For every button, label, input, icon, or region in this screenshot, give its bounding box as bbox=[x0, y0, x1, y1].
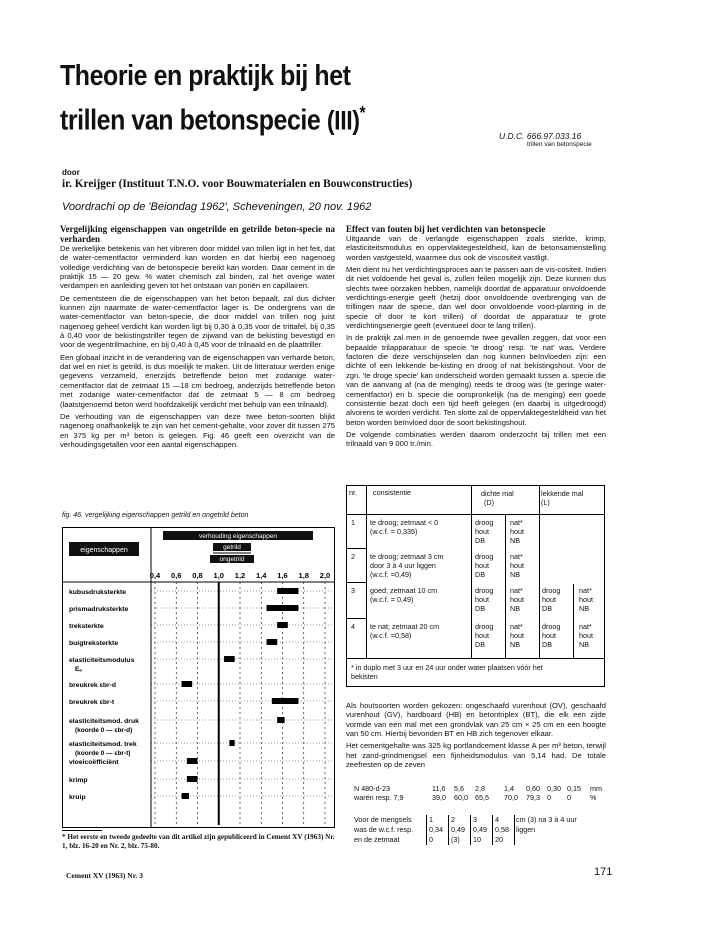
row-label: buigtreksterkte bbox=[69, 640, 119, 647]
wcf-value: 1 0,34 0 bbox=[429, 815, 443, 844]
figure-46 bbox=[62, 527, 335, 828]
wcf-value: 3 0,49 10 bbox=[473, 815, 487, 844]
tick-label: 1,0 bbox=[213, 571, 224, 580]
row-label: vloeicoëfficiënt bbox=[69, 759, 119, 766]
left-column bbox=[60, 224, 335, 452]
tick-label: 1,2 bbox=[234, 571, 246, 580]
row-consistency: te nat; zetmaat 20 cm (w.c.f. =0,58) bbox=[370, 622, 440, 640]
wcf-label: was de w.c.f. resp. bbox=[354, 825, 414, 834]
sieve-value: 0,30 0 bbox=[547, 784, 561, 802]
row-label: prismadruksterkte bbox=[69, 606, 129, 613]
row-dicht-droog: droog hout DB bbox=[475, 552, 494, 579]
row-consistency: goed; zetmaat 10 cm (w.c.f. = 0,49) bbox=[370, 586, 438, 604]
paragraph: De werkelijke betekenis van het vibreren door middel van trillen ligt in het feit, dat de water-cementfactor verminderd kan worden en dat hierbij een nagenoeg volledige verdichting van de betonspecie bereikt kan worden. Daar cement in de praktijk 15 — 20 gew. % water chemisch zal binden, zal het overige water verdampen en aanleiding geven tot het ontstaan van poriën en capillairen. bbox=[60, 244, 335, 291]
sieve-data bbox=[354, 784, 609, 812]
sieve-value: 11,6 39,0 bbox=[432, 784, 446, 802]
data-bar bbox=[182, 793, 189, 799]
paragraph: De volgende combinaties werden daarom onderzocht bij trillen met een trilnaald van 9 000 tr./min. bbox=[346, 429, 606, 449]
data-bar bbox=[187, 776, 198, 782]
section-heading: Effect van fouten bij het verdichten van betonspecie bbox=[346, 224, 546, 234]
author: ir. Kreijger (Instituut T.N.O. voor Bouwmaterialen en Bouwconstructies) bbox=[62, 178, 413, 190]
lecture-note: Voordrachi op de 'Beiondag 1962', Scheveningen, 20 nov. 1962 bbox=[62, 201, 372, 213]
sieve-label: warén resp. 7,9 bbox=[354, 793, 404, 802]
data-bar bbox=[272, 698, 299, 704]
data-bar bbox=[224, 656, 235, 662]
row-number: 2 bbox=[351, 552, 355, 561]
row-label: breukrek εbr-t bbox=[69, 699, 115, 706]
footnote: * Het eerste en tweede gedeelte van dit artikel zijn gepubliceerd in Cement XV (1963) Nr. 1, blz. 16-20 en Nr. 2, blz. 75-80. bbox=[62, 833, 335, 850]
sieve-value: 0,15 0 bbox=[567, 784, 581, 802]
wcf-label: en de zetmaat bbox=[354, 835, 400, 844]
wcf-label: Voor de mengsels bbox=[354, 815, 412, 824]
col2-header-getrild: getrild bbox=[223, 544, 241, 551]
data-bar bbox=[182, 681, 193, 687]
sieve-value: 1,4 70,0 bbox=[504, 784, 518, 802]
col2-header-ongetrild: ongetrild bbox=[219, 556, 245, 563]
wcf-data bbox=[354, 815, 609, 847]
table-note: * in duplo met 3 uur en 24 uur onder water plaatsen vóór het bekisten bbox=[351, 663, 543, 681]
row-label: elasticiteitsmod. trek bbox=[69, 741, 137, 748]
by-label: door bbox=[62, 168, 80, 177]
paragraph: Men dient nu het verdichtingsproces aan te passen aan de vis-cositeit. Indien dit niet voldoende het geval is, zullen feilen mogelijk zijn. Deze kunnen dus slechts twee oorzaken hebben, namelijk doordat de apparatuur onvoldoende verdichtings-energie geeft (hetzij door onvoldoende overbrenging van de trillingen naar de specie, dan wel door onvoldoende voort-planting in de specie of door te kort trillen) of doordat de apparatuur te grote verdichtingsenergie geeft (eventueel door te lang trillen). bbox=[346, 265, 606, 331]
th-dichte-mal: dichte mal bbox=[481, 489, 514, 498]
footnote-mark: * bbox=[359, 103, 366, 123]
th-nr: nr. bbox=[349, 488, 357, 497]
row-lek-droog: droog hout DB bbox=[542, 622, 561, 649]
row-label: krimp bbox=[69, 777, 88, 784]
wcf-value: 2 0,49 (3) bbox=[451, 815, 465, 844]
tick-label: 0,4 bbox=[149, 571, 161, 580]
row-number: 1 bbox=[351, 518, 355, 527]
row-dicht-droog: droog hout DB bbox=[475, 622, 494, 649]
row-lek-nat: nat* hout NB bbox=[579, 586, 593, 613]
tick-label: 1,6 bbox=[277, 571, 288, 580]
paragraph: De verhouding van de eigenschappen van deze twee beton-soorten blijkt nagenoeg onafhankelijk te zijn van het cement-gehalte, voor zover dit tussen 275 en 375 kg per m³ beton is gelegen. Fig. 46 geeft een overzicht van de verhoudingsgetallen voor een aantal eigenschappen. bbox=[60, 411, 335, 449]
sieve-unit: mm % bbox=[590, 784, 602, 802]
row-label-sub: Eₐ bbox=[75, 666, 82, 673]
page-number: 171 bbox=[594, 866, 613, 878]
paragraph: De cementsteen die de eigenschappen van het beton bepaalt, zal dus dichter kunnen zijn naarmate de water-cementfactor lager is. De ondergrens van de water-cementfactor van beton-specie, die door middel van trillen nog juist nagenoeg geheel verdicht kan worden ligt bij 0,30 à 0,35 voor de trittafel, bij 0,35 à 0,40 voor de bekistingstriller tegen de zijwand van de bekisting bevestigd en voor de wegentrilmachine, en bij 0,40 à 0,45 voor de trilnaald en de plaattriller. bbox=[60, 293, 335, 350]
udc-code: U.D.C. 666.97.033.16 bbox=[499, 131, 582, 141]
data-bar bbox=[187, 758, 198, 764]
journal-footer: Cement XV (1963) Nr. 3 bbox=[66, 871, 143, 880]
chart-svg bbox=[63, 528, 334, 827]
paragraph: Als houtsoorten worden gekozen: ongeschaafd vurenhout (OV), geschaafd vurenhout (GV), hardboard (HB) en betontriplex (BT), die elk een zijde vormde van een mal met een grondvlak van 25 cm × 25 cm en een hoogte van 50 cm. Hierbij bevonden BT en HB zich tegenover elkaar. bbox=[346, 701, 606, 739]
sieve-value: 5,6 60,0 bbox=[454, 784, 468, 802]
th-lekkende-mal: lekkende mal bbox=[541, 489, 584, 498]
sieve-label: N 480-d-23 bbox=[354, 784, 390, 793]
section-heading: Vergelijking eigenschappen van ongetrilde en getrilde beton-specie na verharden bbox=[60, 224, 335, 244]
row-label: treksterkte bbox=[69, 623, 104, 630]
row-label: kubusdruksterkte bbox=[69, 589, 127, 596]
data-bar bbox=[277, 622, 288, 628]
row-label-sub: (koorde 0 — εbr-t) bbox=[75, 750, 131, 757]
row-dicht-nat: nat* hout NB bbox=[510, 622, 524, 649]
col1-header: eigenschappen bbox=[80, 547, 128, 554]
row-lek-nat: nat* hout NB bbox=[579, 622, 593, 649]
row-dicht-droog: droog hout DB bbox=[475, 586, 494, 613]
row-lek-droog: droog hout DB bbox=[542, 586, 561, 613]
row-consistency: te droog; zetmaat 3 cm door 3 à 4 uur liggen (w.c.f. =0,49) bbox=[370, 552, 444, 579]
data-bar bbox=[277, 717, 284, 723]
paragraph: Een globaal inzicht in de verandering van de eigenschappen van verharde beton, dat wel en niet is getrild, is dus moeilijk te maken. Uit de litteratuur werden enige gegevens verzameld, enerzijds betreffende beton met zodanige water-cementfactor dat de zetmaat 15 —18 cm bedroeg, anderzijds betreffende beton met zodanige water-cementfactor dat de zetmaat 5 — 8 cm bedroeg (laatstgenoemd beton werd hoofdzakelijk verdicht met behulp van een trilnaald). bbox=[60, 352, 335, 409]
tick-label: 1,4 bbox=[256, 571, 267, 580]
row-label: elasticiteitsmod. druk bbox=[69, 718, 139, 725]
consistency-table bbox=[346, 485, 605, 687]
row-number: 4 bbox=[351, 622, 355, 631]
paragraph: In de praktijk zal men in de genoemde twee gevallen zeggen, dat voor een bepaalde trilapparatuur de specie 'te droog' resp. 'te nat' was. Verdere factoren die deze verschijnselen dan nog kunnen beïnvloeden zijn: een dichte of een lekkende be-kisting en droog of nat bekistingshout. Voor de zgn. 'te droge specie' kan onderscheid worden gemaakt tussen a. specie die van de aanvang af (na de menging) reeds te droog was (te geringe water-cementfactor) en b. specie die oorspronkelijk (na de menging) een goede consistentie bezat doch een tijd heeft gelegen (en daarbij is uitgedroogd) alvorens te worden verdicht. Ten slotte zal de oppervlaktegesteldheid van het beton worden beïnvloed door de soort bekistingshout. bbox=[346, 333, 606, 427]
row-consistency: te droog; zetmaat < 0 (w.c.f. = 0,335) bbox=[370, 518, 439, 536]
th-lekkende-mal-code: (L) bbox=[541, 498, 550, 507]
data-bar bbox=[267, 605, 299, 611]
row-dicht-droog: droog hout DB bbox=[475, 518, 494, 545]
th-consistency: consistentie bbox=[373, 488, 411, 497]
tick-label: 1,8 bbox=[298, 571, 309, 580]
right-column bbox=[346, 224, 606, 452]
footnote-rule bbox=[62, 830, 102, 831]
row-label-sub: (koorde 0 — εbr-d) bbox=[75, 727, 133, 734]
th-dichte-mal-code: (D) bbox=[484, 498, 494, 507]
page-title: Theorie en praktijk bij het trillen van betonspecie (III)* bbox=[60, 60, 366, 137]
row-number: 3 bbox=[351, 586, 355, 595]
wcf-tail: cm (3) na 3 à 4 uur liggen bbox=[516, 815, 577, 834]
row-dicht-nat: nat* hout NB bbox=[510, 552, 524, 579]
right-column-lower bbox=[346, 701, 606, 772]
data-bar bbox=[277, 588, 298, 594]
title-part: (III) bbox=[326, 105, 360, 136]
tick-label: 0,6 bbox=[171, 571, 182, 580]
row-dicht-nat: nat* hout NB bbox=[510, 586, 524, 613]
sieve-value: 2,8 65,5 bbox=[475, 784, 489, 802]
row-dicht-nat: nat* hout NB bbox=[510, 518, 524, 545]
data-bar bbox=[267, 639, 278, 645]
row-label: kruip bbox=[69, 794, 86, 801]
row-label: breukrek εbr-d bbox=[69, 682, 117, 689]
col2-header: verhouding eigenschappen bbox=[198, 533, 278, 540]
figure-caption: fig. 46. vergelijking eigenschappen getrild en ongetrild beton bbox=[62, 512, 249, 519]
paragraph: Het cementgehalte was 325 kg portlandcement klasse A per m³ beton, terwijl het zand-grindmengsel een fijnheidsmodulus van 5,14 had. De totale zeefresten op de zeven bbox=[346, 741, 606, 770]
udc-subject: trillen van betonspecie bbox=[527, 141, 592, 148]
wcf-value: 4 0,58 20 bbox=[495, 815, 509, 844]
paragraph: Uitgaande van de verlangde eigenschappen zoals sterkte, krimp, elasticiteitsmodulus en oppervlaktegesteldheid, kan de betonsamenstelling worden vastgesteld, waarmee dus ook de viscositeit vastligt. bbox=[346, 234, 606, 262]
tick-label: 0,8 bbox=[192, 571, 203, 580]
tick-label: 2,0 bbox=[319, 571, 331, 580]
data-bar bbox=[229, 740, 234, 746]
row-label: elasticiteitsmodulus bbox=[69, 657, 135, 664]
sieve-value: 0,60 79,3 bbox=[526, 784, 540, 802]
